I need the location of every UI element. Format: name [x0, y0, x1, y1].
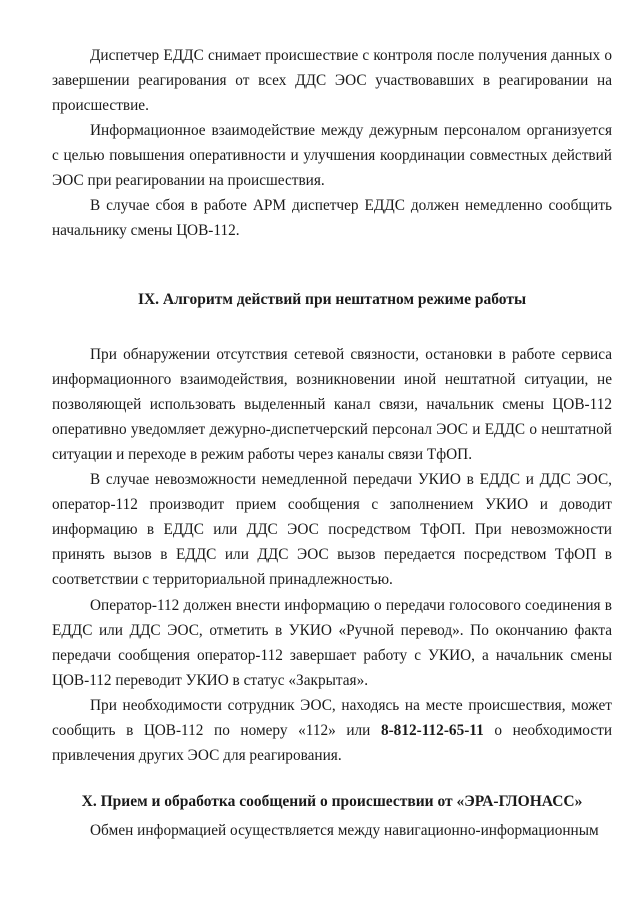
- paragraph-dispatcher-closes-incident: Диспетчер ЕДДС снимает происшествие с контроля после получения данных о завершении реагирования от всех ДДС ЭОС участвовавших в реагировании на происшествие.: [52, 47, 612, 114]
- paragraph-ukio-transfer-impossible: В случае невозможности немедленной передачи УКИО в ЕДДС и ДДС ЭОС, оператор-112 производит прием сообщения с заполнением УКИО и доводит информацию в ЕДДС или ДДС ЭОС посредством ТфОП. При невозможности принять вызов в ЕДДС или ДДС ЭОС вызов передается посредством ТфОП в соответствии с территориальной принадлежностью.: [52, 471, 612, 588]
- paragraph-eos-call-request: [52, 693, 612, 768]
- paragraph-information-interaction: Информационное взаимодействие между дежурным персоналом организуется с целью повышения оперативности и улучшения координации совместных действий ЭОС при реагировании на происшествия.: [52, 122, 612, 189]
- phone-number: 8-812-112-65-11: [380, 722, 484, 739]
- paragraph-navigation-exchange: Обмен информацией осуществляется между навигационно-информационным: [90, 822, 599, 839]
- paragraph-operator-manual-transfer: Оператор-112 должен внести информацию о передачи голосового соединения в ЕДДС или ДДС ЭОС, отметить в УКИО «Ручной перевод». По окончанию факта передачи сообщения оператор-112 завершает работу с УКИО, а начальник смены ЦОВ-112 переводит УКИО в статус «Закрытая».: [52, 597, 612, 689]
- section-heading-x: X. Прием и обработка сообщений о происшествии от «ЭРА-ГЛОНАСС»: [81, 793, 583, 810]
- paragraph-arm-failure: В случае сбоя в работе АРМ диспетчер ЕДДС должен немедленно сообщить начальнику смены ЦОВ-112.: [52, 197, 612, 239]
- paragraph-network-failure: При обнаружении отсутствия сетевой связности, остановки в работе сервиса информационного взаимодействия, возникновении иной нештатной ситуации, не позволяющей использовать выделенный канал связи, начальник смены ЦОВ-112 оперативно уведомляет дежурно-диспетчерский персонал ЭОС и ЕДДС о нештатной ситуации и переходе в режим работы через каналы связи ТфОП.: [52, 346, 612, 463]
- eos-call-text-start: При необходимости сотрудник ЭОС, находясь на месте происшествия, может сообщить в ЦОВ-112 по номеру «112» или: [52, 697, 612, 739]
- eos-call-text-end: о необходимости привлечения других ЭОС для реагирования.: [52, 722, 612, 764]
- section-heading-ix: IX. Алгоритм действий при нештатном режиме работы: [137, 291, 527, 308]
